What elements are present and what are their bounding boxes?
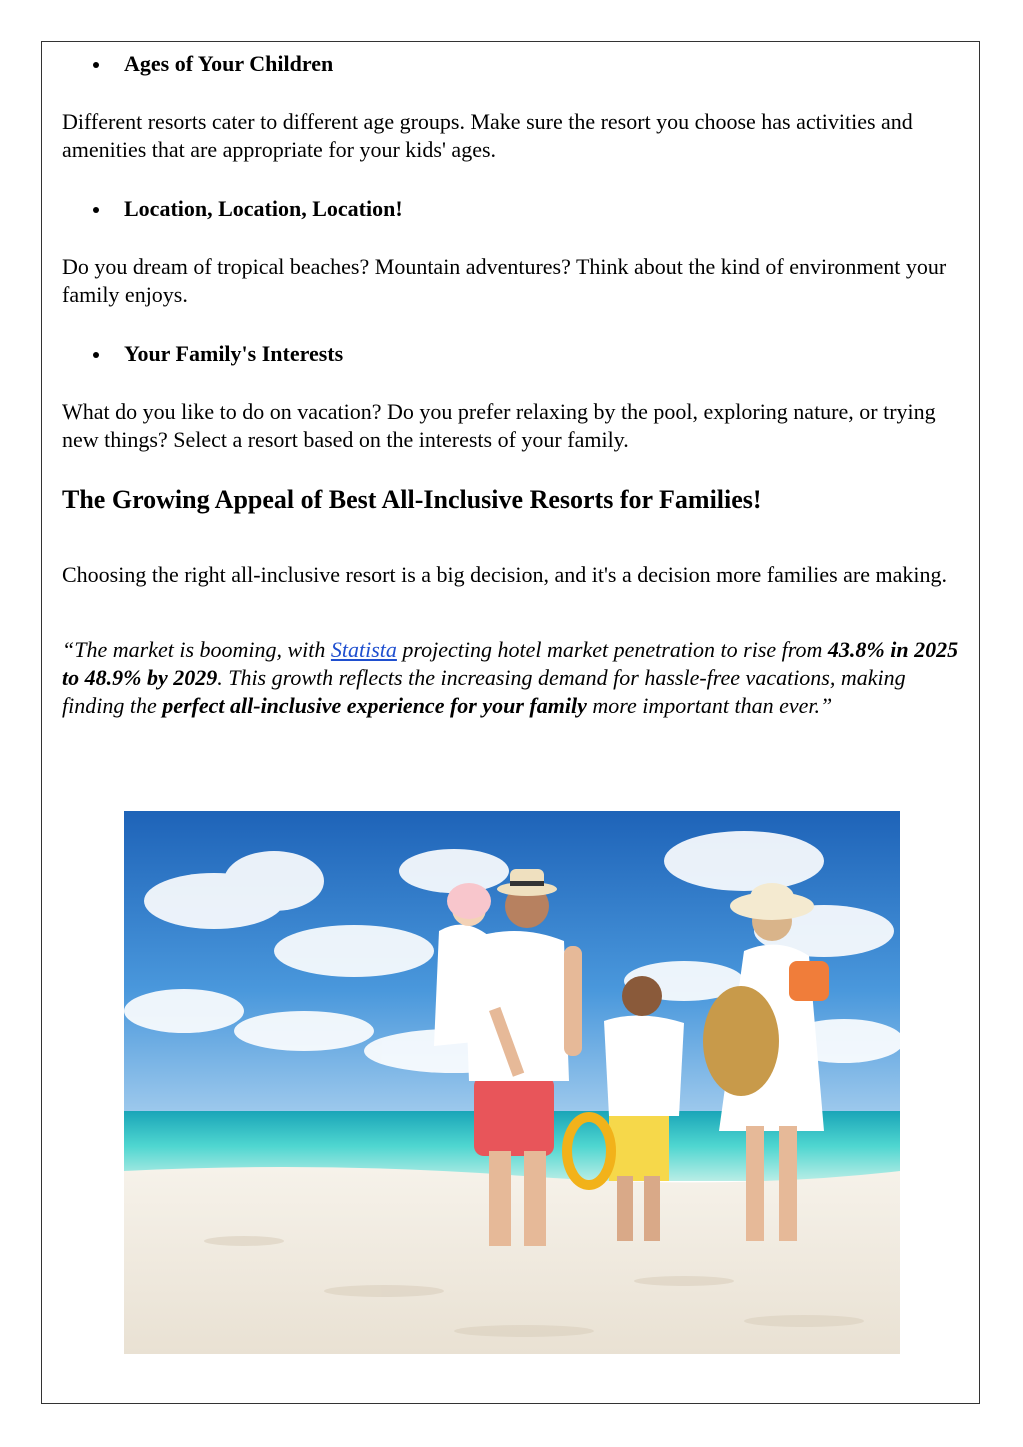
bullet-dot (93, 352, 99, 358)
paragraph-location: Do you dream of tropical beaches? Mountain adventures? Think about the kind of environment your family enjoys. (62, 254, 947, 307)
quote-block (62, 636, 962, 720)
quote-text: more important than ever.” (586, 693, 833, 718)
paragraph-intro: Choosing the right all-inclusive resort is a big decision, and it's a decision more families are making. (62, 562, 947, 587)
bullet-dot (93, 62, 99, 68)
paragraph-ages: Different resorts cater to different age groups. Make sure the resort you choose has activities and amenities that are appropriate for your kids' ages. (62, 109, 913, 162)
quote-bold-phrase: perfect all-inclusive experience for your family (162, 693, 587, 718)
paragraph-interests: What do you like to do on vacation? Do you prefer relaxing by the pool, exploring nature, or trying new things? Select a resort based on the interests of your family. (62, 399, 936, 452)
bullet-label: Your Family's Interests (124, 341, 344, 366)
statista-link[interactable]: Statista (330, 637, 397, 662)
quote-text: projecting hotel market penetration to rise from (396, 637, 828, 662)
bullet-label: Location, Location, Location! (124, 196, 403, 221)
section-heading: The Growing Appeal of Best All-Inclusive Resorts for Families! (62, 485, 762, 514)
bullet-dot (93, 207, 99, 213)
quote-text: . This growth reflects the increasing demand for hassle-free vacations, making finding the (62, 665, 906, 718)
quote-bold-stat: 43.8% in 2025 to 48.9% by 2029 (62, 637, 959, 690)
bullet-item-location (0, 195, 1023, 223)
family-beach-photo (124, 811, 900, 1354)
bullet-label: Ages of Your Children (124, 51, 334, 76)
bullet-item-interests (0, 340, 1023, 368)
bullet-item-ages (0, 50, 1023, 78)
quote-text: “The market is booming, with (62, 637, 331, 662)
